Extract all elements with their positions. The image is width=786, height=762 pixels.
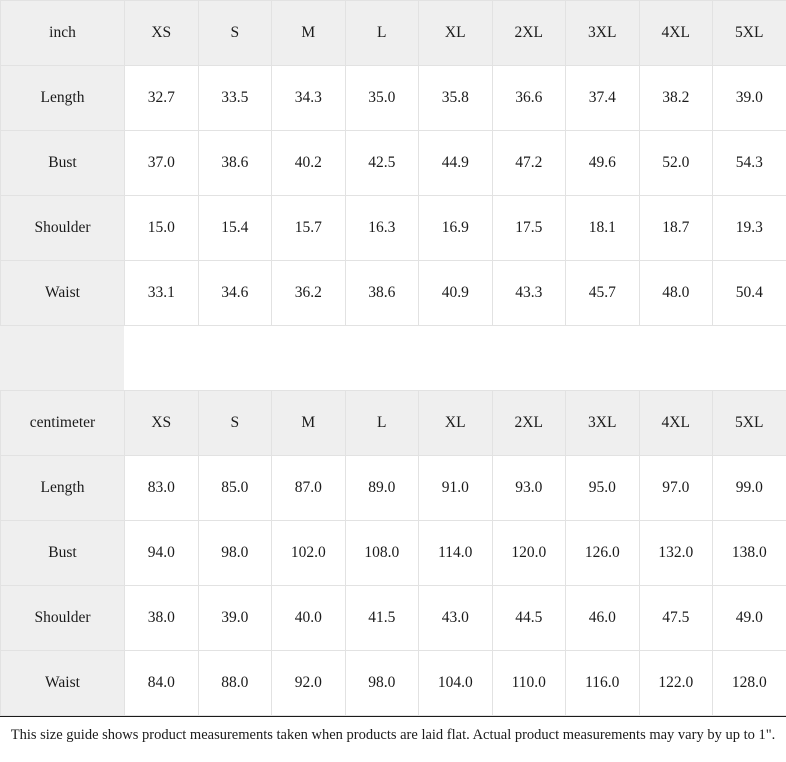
cell: 49.6 [566, 131, 640, 196]
cell: 42.5 [345, 131, 419, 196]
row-label-length: Length [1, 456, 125, 521]
cell: 43.0 [419, 586, 493, 651]
cell: 36.2 [272, 261, 346, 326]
cell: 88.0 [198, 651, 272, 716]
cell: 38.0 [125, 586, 199, 651]
cell: 43.3 [492, 261, 566, 326]
row-label-length: Length [1, 66, 125, 131]
cell: 128.0 [713, 651, 786, 716]
column-header-xs: XS [125, 1, 199, 66]
cell: 99.0 [713, 456, 786, 521]
column-header-2xl: 2XL [492, 391, 566, 456]
table-row [1, 66, 786, 131]
cell: 138.0 [713, 521, 786, 586]
cell: 93.0 [492, 456, 566, 521]
cell: 35.8 [419, 66, 493, 131]
cell: 34.3 [272, 66, 346, 131]
cell: 37.0 [125, 131, 199, 196]
cell: 17.5 [492, 196, 566, 261]
column-header-5xl: 5XL [713, 1, 786, 66]
column-header-xl: XL [419, 391, 493, 456]
table-row [1, 131, 786, 196]
row-label-shoulder: Shoulder [1, 196, 125, 261]
column-header-s: S [198, 391, 272, 456]
cell: 15.7 [272, 196, 346, 261]
unit-label-centimeter: centimeter [1, 391, 125, 456]
cell: 47.2 [492, 131, 566, 196]
table-row [1, 521, 786, 586]
cell: 94.0 [125, 521, 199, 586]
size-table-inch [0, 0, 786, 326]
cell: 46.0 [566, 586, 640, 651]
cell: 38.2 [639, 66, 713, 131]
table-row [1, 196, 786, 261]
cell: 108.0 [345, 521, 419, 586]
cell: 85.0 [198, 456, 272, 521]
row-label-waist: Waist [1, 651, 125, 716]
cell: 44.9 [419, 131, 493, 196]
table-separator [0, 326, 786, 390]
cell: 34.6 [198, 261, 272, 326]
cell: 97.0 [639, 456, 713, 521]
row-label-shoulder: Shoulder [1, 586, 125, 651]
cell: 126.0 [566, 521, 640, 586]
cell: 120.0 [492, 521, 566, 586]
size-table-centimeter [0, 390, 786, 716]
cell: 122.0 [639, 651, 713, 716]
cell: 91.0 [419, 456, 493, 521]
column-header-3xl: 3XL [566, 391, 640, 456]
column-header-l: L [345, 1, 419, 66]
table-row [1, 456, 786, 521]
cell: 49.0 [713, 586, 786, 651]
cell: 45.7 [566, 261, 640, 326]
table-row [1, 586, 786, 651]
cell: 87.0 [272, 456, 346, 521]
cell: 98.0 [198, 521, 272, 586]
column-header-m: M [272, 391, 346, 456]
cell: 48.0 [639, 261, 713, 326]
column-header-4xl: 4XL [639, 1, 713, 66]
cell: 50.4 [713, 261, 786, 326]
cell: 40.9 [419, 261, 493, 326]
cell: 33.5 [198, 66, 272, 131]
cell: 41.5 [345, 586, 419, 651]
cell: 92.0 [272, 651, 346, 716]
column-header-m: M [272, 1, 346, 66]
cell: 40.2 [272, 131, 346, 196]
cell: 19.3 [713, 196, 786, 261]
cell: 16.3 [345, 196, 419, 261]
cell: 98.0 [345, 651, 419, 716]
cell: 104.0 [419, 651, 493, 716]
column-header-3xl: 3XL [566, 1, 640, 66]
cell: 116.0 [566, 651, 640, 716]
column-header-4xl: 4XL [639, 391, 713, 456]
cell: 54.3 [713, 131, 786, 196]
cell: 37.4 [566, 66, 640, 131]
cell: 18.1 [566, 196, 640, 261]
cell: 15.0 [125, 196, 199, 261]
table-row [1, 261, 786, 326]
column-header-xs: XS [125, 391, 199, 456]
table-header-row [1, 1, 786, 66]
separator-label-cell [0, 326, 124, 390]
cell: 52.0 [639, 131, 713, 196]
cell: 40.0 [272, 586, 346, 651]
column-header-5xl: 5XL [713, 391, 786, 456]
cell: 83.0 [125, 456, 199, 521]
row-label-bust: Bust [1, 521, 125, 586]
cell: 110.0 [492, 651, 566, 716]
cell: 114.0 [419, 521, 493, 586]
cell: 15.4 [198, 196, 272, 261]
column-header-l: L [345, 391, 419, 456]
cell: 39.0 [713, 66, 786, 131]
row-label-waist: Waist [1, 261, 125, 326]
cell: 132.0 [639, 521, 713, 586]
column-header-s: S [198, 1, 272, 66]
cell: 102.0 [272, 521, 346, 586]
cell: 84.0 [125, 651, 199, 716]
unit-label-inch: inch [1, 1, 125, 66]
row-label-bust: Bust [1, 131, 125, 196]
table-row [1, 651, 786, 716]
cell: 16.9 [419, 196, 493, 261]
size-guide-note: This size guide shows product measurements taken when products are laid flat. Actual product measurements may vary by up to 1". [0, 716, 786, 746]
cell: 32.7 [125, 66, 199, 131]
cell: 18.7 [639, 196, 713, 261]
separator-blank [124, 326, 786, 390]
cell: 33.1 [125, 261, 199, 326]
column-header-2xl: 2XL [492, 1, 566, 66]
cell: 89.0 [345, 456, 419, 521]
table-header-row [1, 391, 786, 456]
cell: 38.6 [198, 131, 272, 196]
cell: 39.0 [198, 586, 272, 651]
cell: 47.5 [639, 586, 713, 651]
cell: 95.0 [566, 456, 640, 521]
column-header-xl: XL [419, 1, 493, 66]
cell: 36.6 [492, 66, 566, 131]
cell: 38.6 [345, 261, 419, 326]
cell: 44.5 [492, 586, 566, 651]
cell: 35.0 [345, 66, 419, 131]
